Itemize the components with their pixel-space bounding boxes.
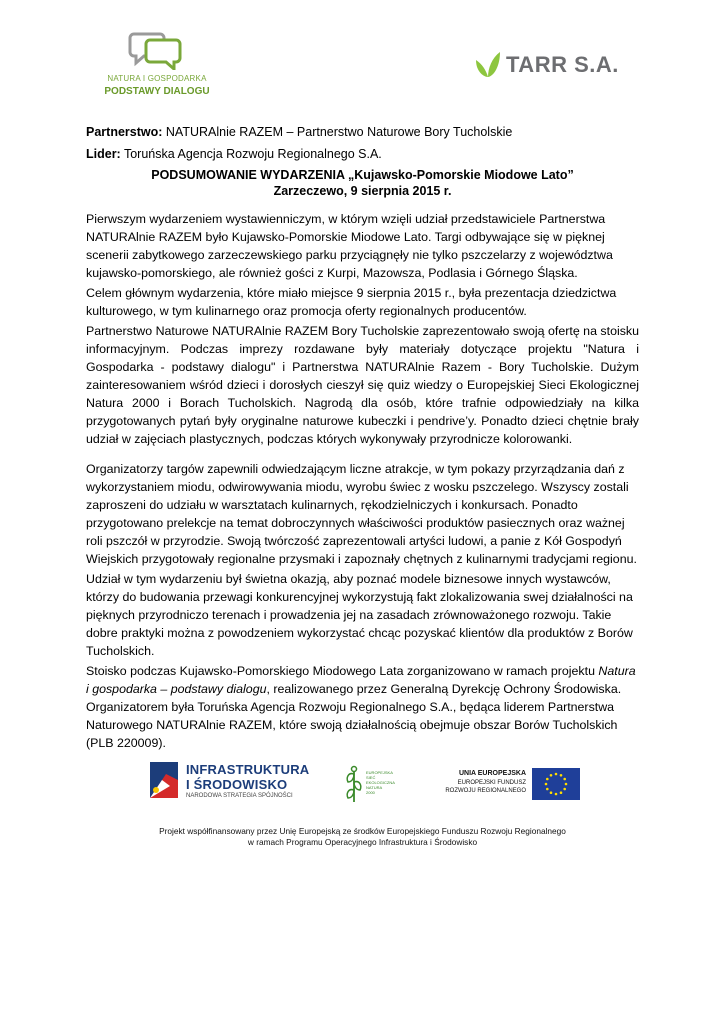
natura-2000-logo [344, 764, 394, 804]
leaf-icon [474, 50, 502, 78]
ue-logo [444, 768, 584, 804]
leader-line [86, 146, 382, 162]
tarr-logo [474, 48, 624, 82]
paragraph-3: Partnerstwo Naturowe NATURAlnie RAZEM Bory Tucholskie zaprezentowało swoją ofertę na stoisku informacyjnym. Podczas imprezy rozdawane były materiały dotyczące projektu "Natura i Gospodarka - podstawy dialogu" i Partnerstwa NATURAlnie Razem - Bory Tucholskie. Dużym zainteresowaniem wśród dzieci i dorosłych cieszył się quiz wiedzy o Europejskiej Sieci Ekologicznej Natura 2000 i Borach Tucholskich. Nagrodą dla osób, które trafnie odpowiedziały na kilka przygotowanych pytań były oryginalne naturowe kubeczki i pendrive’y. Ponadto dzieci chętnie brały udział w zajęciach plastycznych, podczas których wykonywały przyrodnicze kolorowanki. [86, 324, 639, 446]
paragraph-6-part-b: , realizowanego przez Generalną Dyrekcję Ochrony Środowiska. Organizatorem była Toruńska Agencja Rozwoju Regionalnego S.A., będąca liderem Partnerstwa Naturowego NATURAlnie RAZEM, które swoją działalnością obejmuje obszar Borów Tucholskich (PLB 220009). [86, 682, 622, 750]
natura-2000-plant-icon [344, 764, 364, 804]
paragraph-6 [86, 662, 639, 752]
document-title: PODSUMOWANIE WYDARZENIA „Kujawsko-Pomorskie Miodowe Lato” [151, 168, 574, 182]
ue-line2: EUROPEJSKI FUNDUSZ [457, 780, 526, 786]
paragraph-5: Udział w tym wydarzeniu był świetna okazją, aby poznać modele biznesowe innych wystawców, którzy do budowania przewagi konkurencyjnej wykorzystują fakt zlokalizowania swej działalności na pięknych przyrodniczo terenach i prowadzenia jej na zasadach zrównoważonego rozwoju. Takie dobre praktyki można z powodzeniem wykorzystać chcąc pozyskać klientów dla produktów z Borów Tucholskich. [86, 572, 633, 658]
funding-line1: Projekt współfinansowany przez Unię Europejską ze środków Europejskiego Funduszu Rozwoju Regionalnego [159, 826, 566, 836]
natura-logo-line2: PODSTAWY DIALOGU [104, 86, 210, 97]
funding-note [0, 826, 725, 848]
project-name: Natura i gospodarka – podstawy dialogu [86, 664, 636, 696]
paragraph-2: Celem głównym wydarzenia, które miało miejsce 9 sierpnia 2015 r., była prezentacja dziedzictwa kulturowego, w tym kulinarnego oraz promocja oferty regionalnych producentów. [86, 286, 617, 318]
document-subtitle: Zarzeczewo, 9 sierpnia 2015 r. [273, 184, 452, 198]
paragraph-4: Organizatorzy targów zapewnili odwiedzającym liczne atrakcje, w tym pokazy przyrządzania dań z wykorzystaniem miodu, odwirowywania miodu, wyrobu świec z wosku pszczelego. Wszyscy zostali zaproszeni do udziału w warsztatach kulinarnych, rękodzielniczych i konkursach. Ponadto przygotowano prelekcje na temat dobroczynnych właściwości produktów pasiecznych oraz ważnej roli pszczół w przyrodzie. Swoją twórczość zaprezentowali artyści ludowi, a panie z Kół Gospodyń Wiejskich przygotowały regionalne przysmaki i zapoznały chętnych z kulinarnymi tradycjami regionu. [86, 462, 637, 566]
leader-label: Lider: [86, 147, 121, 161]
partner-label: Partnerstwo: [86, 125, 163, 139]
paragraph-6-part-a: Stoisko podczas Kujawsko-Pomorskiego Miodowego Lata zorganizowano w ramach projektu [86, 664, 599, 678]
natura-2000-text: EUROPEJSKA SIEĆ EKOLOGICZNA NATURA 2000 [366, 770, 395, 795]
infra-line3: NARODOWA STRATEGIA SPÓJNOŚCI [186, 793, 293, 799]
infra-line1: INFRASTRUKTURA [186, 762, 310, 777]
paragraph-1: Pierwszym wydarzeniem wystawienniczym, w którym wzięli udział przedstawiciele Partnerstwa NATURAlnie RAZEM było Kujawsko-Pomorskie Miodowe Lato. Targi odbywające się w pięknej scenerii zabytkowego zarzeczewskiego parku przyciągnęły nie tylko pszczelarzy z województwa kujawsko-pomorskiego, ale również gości z Kurpi, Mazowsza, Podlasia i Górnego Śląska. [86, 212, 613, 280]
infrastruktura-srodowisko-logo [148, 760, 310, 806]
partner-line [86, 124, 512, 140]
footer-logos [0, 758, 725, 808]
speech-bubbles-icon [128, 30, 184, 70]
ue-line1: UNIA EUROPEJSKA [458, 770, 526, 777]
natura-gospodarka-logo [92, 30, 222, 108]
natura-logo-line1: NATURA I GOSPODARKA [107, 74, 207, 83]
document-body [86, 210, 639, 754]
leader-value: Toruńska Agencja Rozwoju Regionalnego S.A. [123, 147, 382, 161]
tarr-name: TARR S.A. [506, 52, 619, 77]
ue-line3: ROZWOJU REGIONALNEGO [445, 788, 526, 794]
eu-flag-icon [532, 768, 580, 800]
funding-line2: w ramach Programu Operacyjnego Infrastruktura i Środowisko [247, 837, 478, 847]
infra-line2: I ŚRODOWISKO [186, 777, 288, 792]
flag-arrow-icon [148, 760, 180, 800]
partner-value: NATURAlnie RAZEM – Partnerstwo Naturowe Bory Tucholskie [165, 125, 513, 139]
